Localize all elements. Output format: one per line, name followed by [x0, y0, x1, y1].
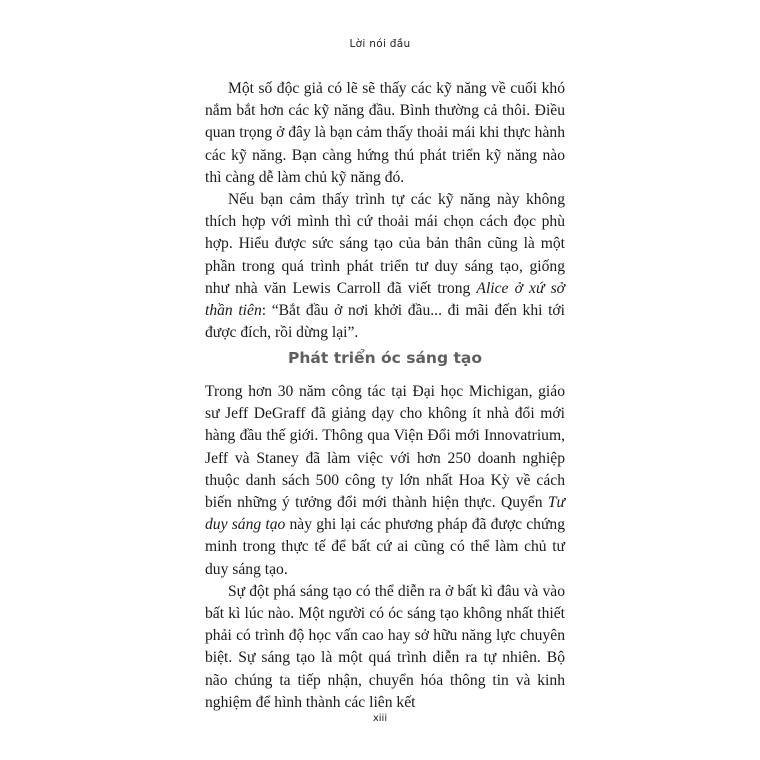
text-block-intro	[205, 78, 565, 344]
paragraph: Sự đột phá sáng tạo có thể diễn ra ở bất kì đâu và vào bất kì lúc nào. Một người có óc sáng tạo không nhất thiết phải có trình độ học vấn cao hay sở hữu năng lực chuyên biệt. Sự sáng tạo là một quá trình diễn ra tự nhiên. Bộ não chúng ta tiếp nhận, chuyển hóa thông tin và kinh nghiệm để hình thành các liên kết	[205, 582, 565, 711]
text-block-section	[205, 381, 565, 714]
paragraph	[205, 189, 565, 344]
page-number: xiii	[372, 713, 388, 724]
text-run: Trong hơn 30 năm công tác tại Đại học Michigan, giáo sư Jeff DeGraff đã giảng dạy cho không ít nhà đổi mới hàng đầu thế giới. Thông qua Viện Đổi mới Innovatrium, Jeff và Staney đã làm việc với hơn 250 doanh nghiệp thuộc danh sách 500 công ty lớn nhất Hoa Kỳ về cách biến những ý tưởng đổi mới thành hiện thực. Quyển	[205, 383, 565, 512]
paragraph	[205, 381, 565, 581]
text-run: này ghi lại các phương pháp đã được chứng minh trong thực tế để bất cứ ai cũng có thể làm chủ tư duy sáng tạo.	[205, 516, 565, 578]
paragraph: Một số độc giả có lẽ sẽ thấy các kỹ năng về cuối khó nắm bắt hơn các kỹ năng đầu. Bình thường cả thôi. Điều quan trọng ở đây là bạn cảm thấy thoải mái khi thực hành các kỹ năng. Bạn càng hứng thú phát triển kỹ năng nào thì càng dễ làm chủ kỹ năng đó.	[205, 80, 565, 186]
book-title: Alice ở xứ sở thần tiên	[205, 279, 565, 320]
running-head: Lời nói đầu	[349, 38, 411, 50]
text-run: : “Bắt đầu ở nơi khởi đầu... đi mãi đến khi tới được đích, rồi dừng lại”.	[205, 302, 565, 342]
section-heading: Phát triển óc sáng tạo	[288, 349, 482, 367]
text-run: Nếu bạn cảm thấy trình tự các kỹ năng này không thích hợp với mình thì cứ thoải mái chọn cách đọc phù hợp. Hiểu được sức sáng tạo của bản thân cũng là một phần trong quá trình phát triển tư duy sáng tạo, giống như nhà văn Lewis Carroll đã viết trong	[205, 191, 565, 297]
book-title: Tư duy sáng tạo	[205, 494, 565, 534]
